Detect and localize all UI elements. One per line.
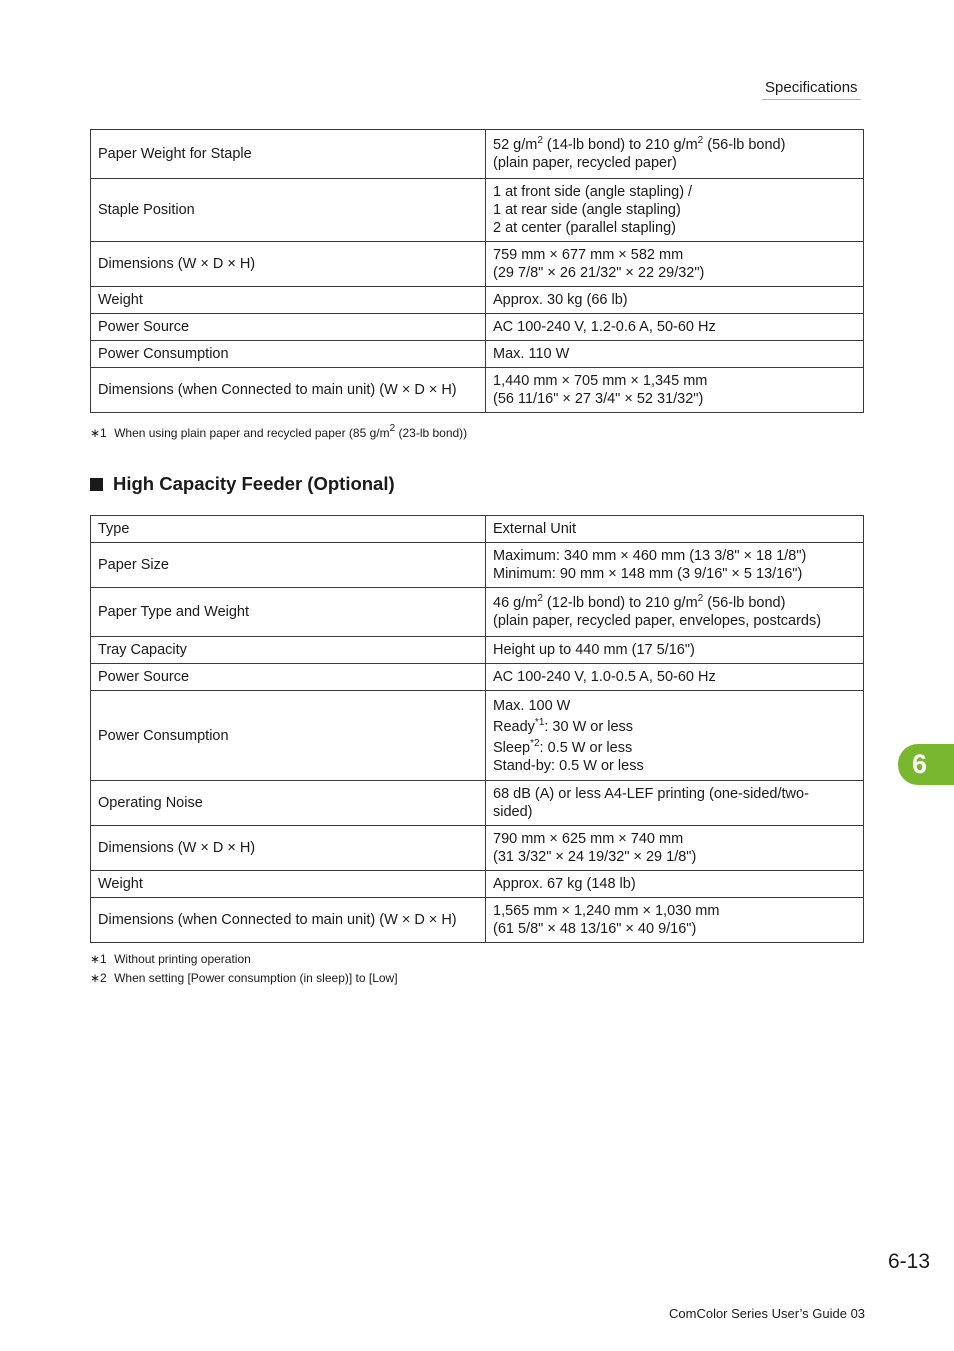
value-line: AC 100-240 V, 1.0-0.5 A, 50-60 Hz	[493, 669, 716, 685]
spec-label: Dimensions (W × D × H)	[91, 826, 486, 871]
spec-label: Power Source	[91, 314, 486, 341]
spec-value	[486, 826, 864, 871]
hcf-spec-table	[90, 515, 864, 943]
value-line: 68 dB (A) or less A4-LEF printing (one-sided/two-	[493, 786, 809, 802]
value-line: Minimum: 90 mm × 148 mm (3 9/16" × 5 13/16")	[493, 566, 803, 582]
spec-label: Power Consumption	[91, 341, 486, 368]
footnote-text: When setting [Power consumption (in sleep)] to [Low]	[114, 971, 398, 985]
value-line: 1 at rear side (angle stapling)	[493, 202, 681, 218]
spec-label: Paper Size	[91, 543, 486, 588]
table-row	[91, 664, 864, 691]
footnote-text: When using plain paper and recycled paper (85 $g/m^2$ (23-lb bond))	[114, 423, 468, 440]
value-line: (56 11/16" × 27 3/4" × 52 31/32")	[493, 391, 704, 407]
value-line: (29 7/8" × 26 21/32" × 22 29/32")	[493, 265, 705, 281]
footnote	[90, 952, 251, 966]
square-bullet-icon	[90, 478, 103, 491]
spec-label: Power Consumption	[91, 691, 486, 781]
spec-label: Weight	[91, 871, 486, 898]
spec-value	[486, 543, 864, 588]
table-row	[91, 826, 864, 871]
table-row	[91, 588, 864, 637]
table-row	[91, 287, 864, 314]
spec-label: Operating Noise	[91, 781, 486, 826]
spec-label: Tray Capacity	[91, 637, 486, 664]
value-line: 2 at center (parallel stapling)	[493, 220, 676, 236]
table-row	[91, 130, 864, 179]
spec-value	[486, 130, 864, 179]
spec-value	[486, 637, 864, 664]
spec-label: Dimensions (when Connected to main unit) (W × D × H)	[91, 368, 486, 413]
spec-value	[486, 691, 864, 781]
footnote	[90, 971, 398, 985]
table-row	[91, 543, 864, 588]
value-line: 1,565 mm × 1,240 mm × 1,030 mm	[493, 903, 720, 919]
footnote-marker: ∗1	[90, 426, 107, 440]
spec-value	[486, 588, 864, 637]
spec-value	[486, 781, 864, 826]
value-line: (31 3/32" × 24 19/32" × 29 1/8")	[493, 849, 697, 865]
spec-value	[486, 179, 864, 242]
section-title-text: High Capacity Feeder (Optional)	[113, 473, 395, 494]
value-line: 790 mm × 625 mm × 740 mm	[493, 831, 684, 847]
spec-label: Power Source	[91, 664, 486, 691]
spec-value	[486, 341, 864, 368]
value-line: Approx. 30 kg (66 lb)	[493, 292, 628, 308]
table-row	[91, 242, 864, 287]
value-line: 1,440 mm × 705 mm × 1,345 mm	[493, 373, 708, 389]
footnote-marker: ∗1	[90, 952, 107, 966]
spec-label: Paper Type and Weight	[91, 588, 486, 637]
table-row	[91, 691, 864, 781]
value-line: (61 5/8" × 48 13/16" × 40 9/16")	[493, 921, 697, 937]
spec-value	[486, 516, 864, 543]
footnote	[90, 423, 468, 440]
value-line: Max. 110 W	[493, 346, 570, 362]
value-line: (plain paper, recycled paper, envelopes, postcards)	[493, 613, 822, 629]
page-number: 6-13	[888, 1250, 931, 1273]
spec-label: Weight	[91, 287, 486, 314]
value-line: sided)	[493, 804, 533, 820]
table-row	[91, 341, 864, 368]
table-row	[91, 179, 864, 242]
section-heading	[90, 473, 395, 495]
spec-label: Staple Position	[91, 179, 486, 242]
table-row	[91, 368, 864, 413]
spec-value	[486, 664, 864, 691]
chapter-tab[interactable]: 6	[898, 744, 954, 785]
value-line: 1 at front side (angle stapling) /	[493, 184, 693, 200]
spec-value	[486, 368, 864, 413]
spec-value	[486, 898, 864, 943]
value-line: Max. 100 W	[493, 697, 571, 714]
table-row	[91, 898, 864, 943]
value-line: External Unit	[493, 521, 577, 537]
value-line: 46 $g/m^2$ (12-lb bond) to 210 $g/m^2$ (56-lb bond)	[493, 593, 786, 611]
table-row	[91, 781, 864, 826]
footer-text: ComColor Series User’s Guide 03	[669, 1306, 866, 1321]
spec-label: Dimensions (when Connected to main unit) (W × D × H)	[91, 898, 486, 943]
spec-value	[486, 242, 864, 287]
value-line: Maximum: 340 mm × 460 mm (13 3/8" × 18 1/8")	[493, 548, 807, 564]
value-line: 52 $g/m^2$ (14-lb bond) to 210 $g/m^2$ (56-lb bond)	[493, 135, 786, 153]
value-line: 759 mm × 677 mm × 582 mm	[493, 247, 684, 263]
finisher-spec-table	[90, 129, 864, 413]
value-line: Sleep$^{*2}$: 0.5 W or less	[493, 737, 633, 756]
spec-value	[486, 314, 864, 341]
table-row	[91, 314, 864, 341]
table-row	[91, 637, 864, 664]
spec-value	[486, 287, 864, 314]
footnote-text: Without printing operation	[114, 952, 251, 966]
value-line: (plain paper, recycled paper)	[493, 155, 677, 171]
value-line: Stand-by: 0.5 W or less	[493, 757, 644, 774]
value-line: AC 100-240 V, 1.2-0.6 A, 50-60 Hz	[493, 319, 716, 335]
value-line: Height up to 440 mm (17 5/16")	[493, 642, 695, 658]
running-header: Specifications	[762, 79, 861, 100]
spec-label: Dimensions (W × D × H)	[91, 242, 486, 287]
table-row	[91, 871, 864, 898]
value-line: Approx. 67 kg (148 lb)	[493, 876, 636, 892]
spec-value	[486, 871, 864, 898]
spec-label: Type	[91, 516, 486, 543]
value-line: Ready$^{*1}$: 30 W or less	[493, 716, 634, 735]
footnote-marker: ∗2	[90, 971, 107, 985]
table-row	[91, 516, 864, 543]
spec-label: Paper Weight for Staple	[91, 130, 486, 179]
